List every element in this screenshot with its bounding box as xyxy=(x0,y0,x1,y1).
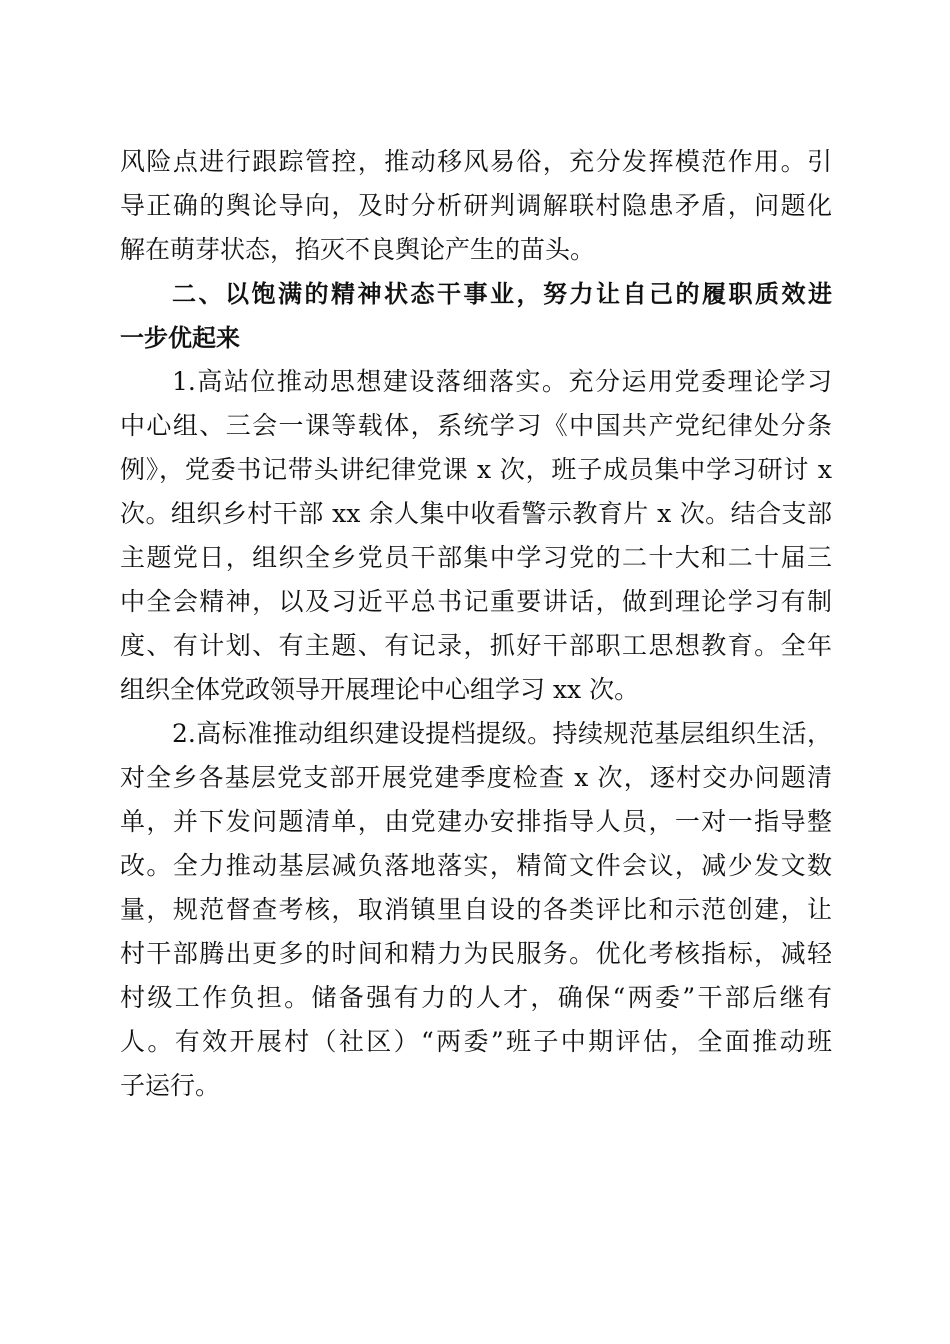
paragraph-line: 中心组、三会一课等载体，系统学习《中国共产党纪律处分条 xyxy=(120,411,832,440)
paragraph-line: 2.高标准推动组织建设提档提级。持续规范基层组织生活， xyxy=(172,719,832,748)
paragraph-line: 度、有计划、有主题、有记录，抓好干部职工思想教育。全年 xyxy=(120,631,832,660)
paragraph-line: 中全会精神，以及习近平总书记重要讲话，做到理论学习有制 xyxy=(120,587,832,616)
paragraph-line: 组织全体党政领导开展理论中心组学习 xx 次。 xyxy=(120,675,640,704)
paragraph-line: 单，并下发问题清单，由党建办安排指导人员，一对一指导整 xyxy=(120,807,832,836)
paragraph-line: 1.高站位推动思想建设落细落实。充分运用党委理论学习 xyxy=(172,367,832,396)
section-heading: 一步优起来 xyxy=(120,324,240,352)
paragraph-line: 量，规范督查考核，取消镇里自设的各类评比和示范创建，让 xyxy=(120,895,832,924)
paragraph-line: 主题党日，组织全乡党员干部集中学习党的二十大和二十届三 xyxy=(120,543,832,572)
section-heading: 二、以饱满的精神状态干事业，努力让自己的履职质效进 xyxy=(172,280,832,308)
paragraph-line: 次。组织乡村干部 xx 余人集中收看警示教育片 x 次。结合支部 xyxy=(120,499,832,528)
paragraph-line: 例》，党委书记带头讲纪律党课 x 次，班子成员集中学习研讨 x xyxy=(120,455,832,484)
paragraph-line: 对全乡各基层党支部开展党建季度检查 x 次，逐村交办问题清 xyxy=(120,763,832,792)
paragraph-line: 人。有效开展村（社区）“两委”班子中期评估，全面推动班 xyxy=(120,1027,832,1056)
paragraph-line: 改。全力推动基层减负落地落实，精简文件会议，减少发文数 xyxy=(120,851,832,880)
paragraph-line: 风险点进行跟踪管控，推动移风易俗，充分发挥模范作用。引 xyxy=(120,147,832,176)
paragraph-line: 村级工作负担。储备强有力的人才，确保“两委”干部后继有 xyxy=(120,983,832,1012)
paragraph-line: 解在萌芽状态，掐灭不良舆论产生的苗头。 xyxy=(120,235,596,264)
paragraph-line: 村干部腾出更多的时间和精力为民服务。优化考核指标，减轻 xyxy=(120,939,832,968)
paragraph-line: 子运行。 xyxy=(120,1071,221,1100)
paragraph-line: 导正确的舆论导向，及时分析研判调解联村隐患矛盾，问题化 xyxy=(120,191,832,220)
